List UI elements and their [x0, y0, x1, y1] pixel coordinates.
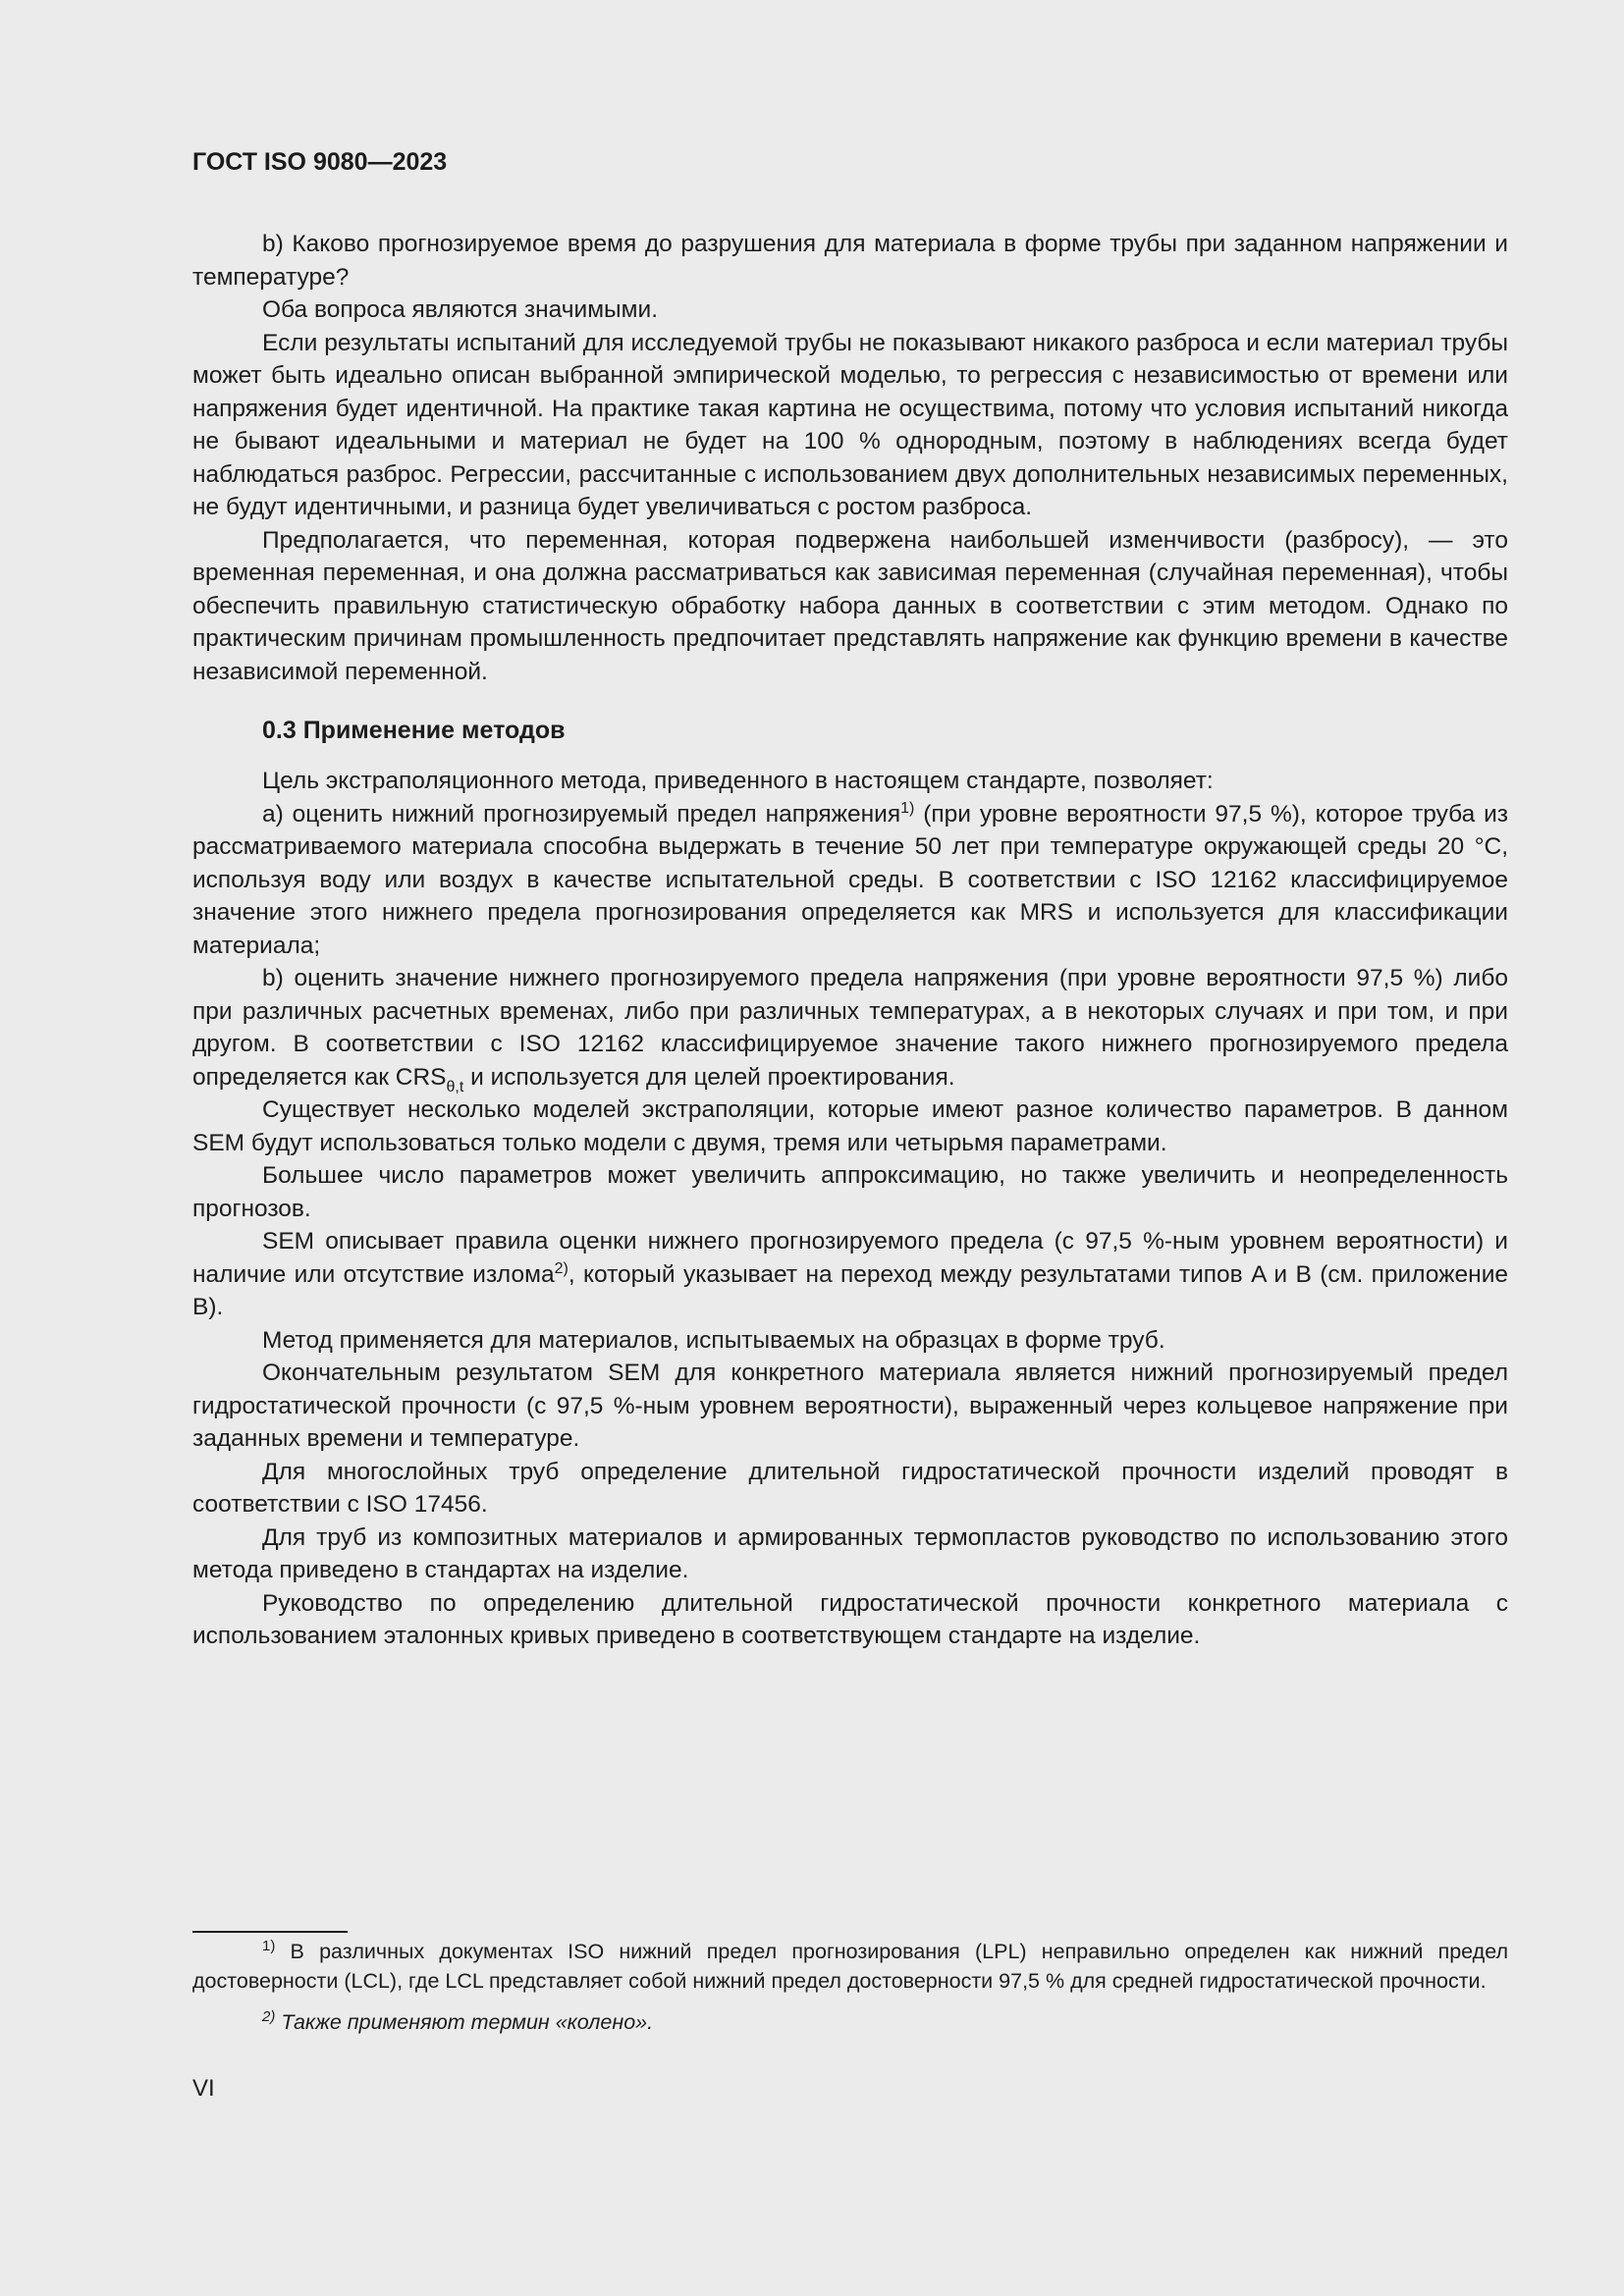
footnote-divider	[192, 1931, 348, 1933]
paragraph-item-b	[192, 962, 1508, 1094]
paragraph-multilayer: Для многослойных труб определение длительной гидростатической прочности изделий проводят в соответствии с ISO 17456.	[192, 1458, 1508, 1518]
paragraph-composite: Для труб из композитных материалов и армированных термопластов руководство по использованию этого метода приведено в стандартах на изделие.	[192, 1523, 1508, 1583]
footnote-1-text: В различных документах ISO нижний предел прогнозирования (LPL) неправильно определен как нижний предел достоверности (LCL), где LCL представляет собой нижний предел достоверности 97,5 % для средней гидростатической прочности.	[192, 1940, 1508, 1993]
footnote-2	[192, 2007, 1508, 2037]
footnotes	[192, 1937, 1508, 2037]
paragraph-question-b: b) Каково прогнозируемое время до разрушения для материала в форме трубы при заданном напряжении и температуре?	[192, 231, 1508, 291]
document-header: ГОСТ ISO 9080—2023	[192, 148, 448, 176]
document-page	[192, 145, 1508, 1653]
item-b-text-cont: и используется для целей проектирования.	[463, 1063, 955, 1091]
item-a-text: a) оценить нижний прогнозируемый предел напряжения	[262, 800, 901, 828]
sem-text-cont: , который указывает на переход между результатами типов A и B (см. приложение B).	[192, 1260, 1509, 1320]
footnote-ref-2: 2)	[554, 1259, 568, 1277]
paragraph-reference-curves: Руководство по определению длительной гидростатической прочности конкретного материала с использованием эталонных кривых приведено в соответствующем стандарте на изделие.	[192, 1589, 1508, 1649]
section-heading: 0.3 Применение методов	[262, 717, 566, 744]
document-body	[192, 228, 1508, 1653]
paragraph-both-questions: Оба вопроса являются значимыми.	[262, 296, 659, 323]
page-number: VI	[192, 2075, 215, 2102]
paragraph-models: Существует несколько моделей экстраполяции, которые имеют разное количество параметров. В данном SEM будут использоваться только модели с двумя, тремя или четырьмя параметрами.	[192, 1096, 1508, 1156]
paragraph-sem-rules	[192, 1225, 1508, 1324]
paragraph-result: Окончательным результатом SEM для конкретного материала является нижний прогнозируемый предел гидростатической прочности (с 97,5 %-ным уровнем вероятности), выраженный через кольцевое напряжение при заданных времени и температуре.	[192, 1360, 1508, 1452]
paragraph-parameters: Большее число параметров может увеличить аппроксимацию, но также увеличить и неопределенность прогнозов.	[192, 1162, 1508, 1222]
crs-subscript: θ,t	[446, 1078, 464, 1095]
item-a-text-cont: (при уровне вероятности 97,5 %), которое труба из рассматриваемого материала способна выдержать в течение 50 лет при температуре окружающей среды 20 °C, используя воду или воздух в качестве испытательной среды. В соответствии с ISO 12162 классифицируемое значение этого нижнего предела прогнозирования определяется как MRS и используется для классификации материала;	[192, 800, 1508, 959]
paragraph-item-a	[192, 798, 1508, 963]
footnote-1	[192, 1937, 1508, 1996]
paragraph-variable: Предполагается, что переменная, которая подвержена наибольшей изменчивости (разбросу), — это временная переменная, и она должна рассматриваться как зависимая переменная (случайная переменная), чтобы обеспечить правильную статистическую обработку набора данных в соответствии с этим методом. Однако по практическим причинам промышленность предпочитает представлять напряжение как функцию времени в качестве независимой переменной.	[192, 526, 1508, 685]
sem-text: SEM описывает правила оценки нижнего прогнозируемого предела (с 97,5 %-ным уровнем вероятности) и наличие или отсутствие излома	[192, 1228, 1508, 1288]
paragraph-applicability: Метод применяется для материалов, испытываемых на образцах в форме труб.	[262, 1326, 1165, 1354]
paragraph-method-purpose: Цель экстраполяционного метода, приведенного в настоящем стандарте, позволяет:	[262, 768, 1214, 794]
item-b-text: b) оценить значение нижнего прогнозируемого предела напряжения (при уровне вероятности 97,5 %) либо при различных расчетных временах, либо при различных температурах, а в некоторых случаях и при том, и при другом. В соответствии с ISO 12162 классифицируемое значение такого нижнего прогнозируемого предела определяется как CRS	[192, 965, 1508, 1091]
paragraph-regression: Если результаты испытаний для исследуемой трубы не показывают никакого разброса и если материал трубы может быть идеально описан выбранной эмпирической моделью, то регрессия с независимостью от времени или напряжения будет идентичной. На практике такая картина не осуществима, потому что условия испытаний никогда не бывают идеальными и материал не будет на 100 % однородным, поэтому в наблюдениях всегда будет наблюдаться разброс. Регрессии, рассчитанные с использованием двух дополнительных независимых переменных, не будут идентичными, и разница будет увеличиваться с ростом разброса.	[192, 329, 1508, 520]
footnote-mark-1: 1)	[262, 1938, 276, 1954]
footnote-ref-1: 1)	[900, 799, 915, 817]
footnote-2-text: Также применяют термин «колено».	[275, 2010, 654, 2034]
footnote-mark-2: 2)	[262, 2008, 276, 2025]
